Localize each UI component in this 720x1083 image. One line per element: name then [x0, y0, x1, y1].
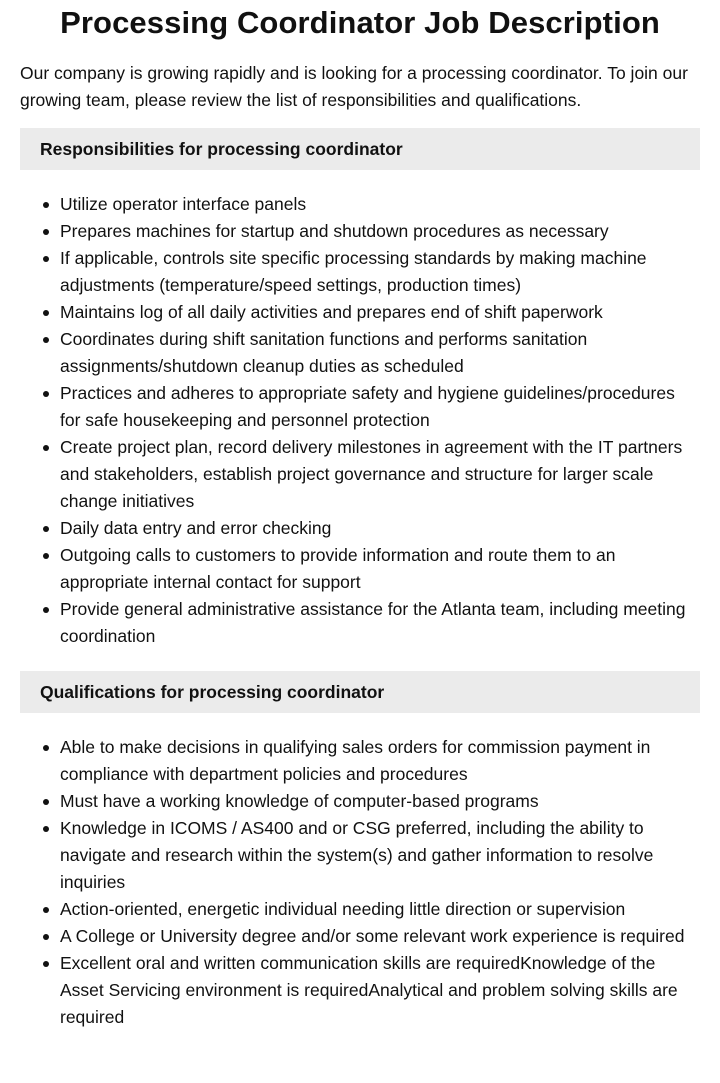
list-item: A College or University degree and/or some relevant work experience is required	[60, 923, 700, 950]
qualifications-heading: Qualifications for processing coordinator	[20, 671, 700, 713]
list-item: Create project plan, record delivery milestones in agreement with the IT partners and stakeholders, establish project governance and structure for larger scale change initiatives	[60, 434, 700, 515]
list-item: Provide general administrative assistance for the Atlanta team, including meeting coordination	[60, 596, 700, 650]
list-item: Excellent oral and written communication skills are requiredKnowledge of the Asset Servicing environment is requiredAnalytical and problem solving skills are required	[60, 950, 700, 1031]
list-item: Must have a working knowledge of computer-based programs	[60, 788, 700, 815]
intro-paragraph: Our company is growing rapidly and is looking for a processing coordinator. To join our growing team, please review the list of responsibilities and qualifications.	[20, 63, 688, 110]
list-item: Knowledge in ICOMS / AS400 and or CSG preferred, including the ability to navigate and research within the system(s) and gather information to resolve inquiries	[60, 815, 700, 896]
list-item: Maintains log of all daily activities and prepares end of shift paperwork	[60, 299, 700, 326]
page-title: Processing Coordinator Job Description	[60, 5, 660, 40]
list-item: Able to make decisions in qualifying sales orders for commission payment in compliance with department policies and procedures	[60, 734, 700, 788]
list-item: Utilize operator interface panels	[60, 191, 700, 218]
responsibilities-list	[20, 191, 700, 650]
list-item: If applicable, controls site specific processing standards by making machine adjustments (temperature/speed settings, production times)	[60, 245, 700, 299]
responsibilities-heading: Responsibilities for processing coordinator	[20, 128, 700, 170]
list-item: Daily data entry and error checking	[60, 515, 700, 542]
list-item: Outgoing calls to customers to provide information and route them to an appropriate internal contact for support	[60, 542, 700, 596]
list-item: Action-oriented, energetic individual needing little direction or supervision	[60, 896, 700, 923]
list-item: Practices and adheres to appropriate safety and hygiene guidelines/procedures for safe housekeeping and personnel protection	[60, 380, 700, 434]
qualifications-list	[20, 734, 700, 1031]
list-item: Prepares machines for startup and shutdown procedures as necessary	[60, 218, 700, 245]
list-item: Coordinates during shift sanitation functions and performs sanitation assignments/shutdown cleanup duties as scheduled	[60, 326, 700, 380]
